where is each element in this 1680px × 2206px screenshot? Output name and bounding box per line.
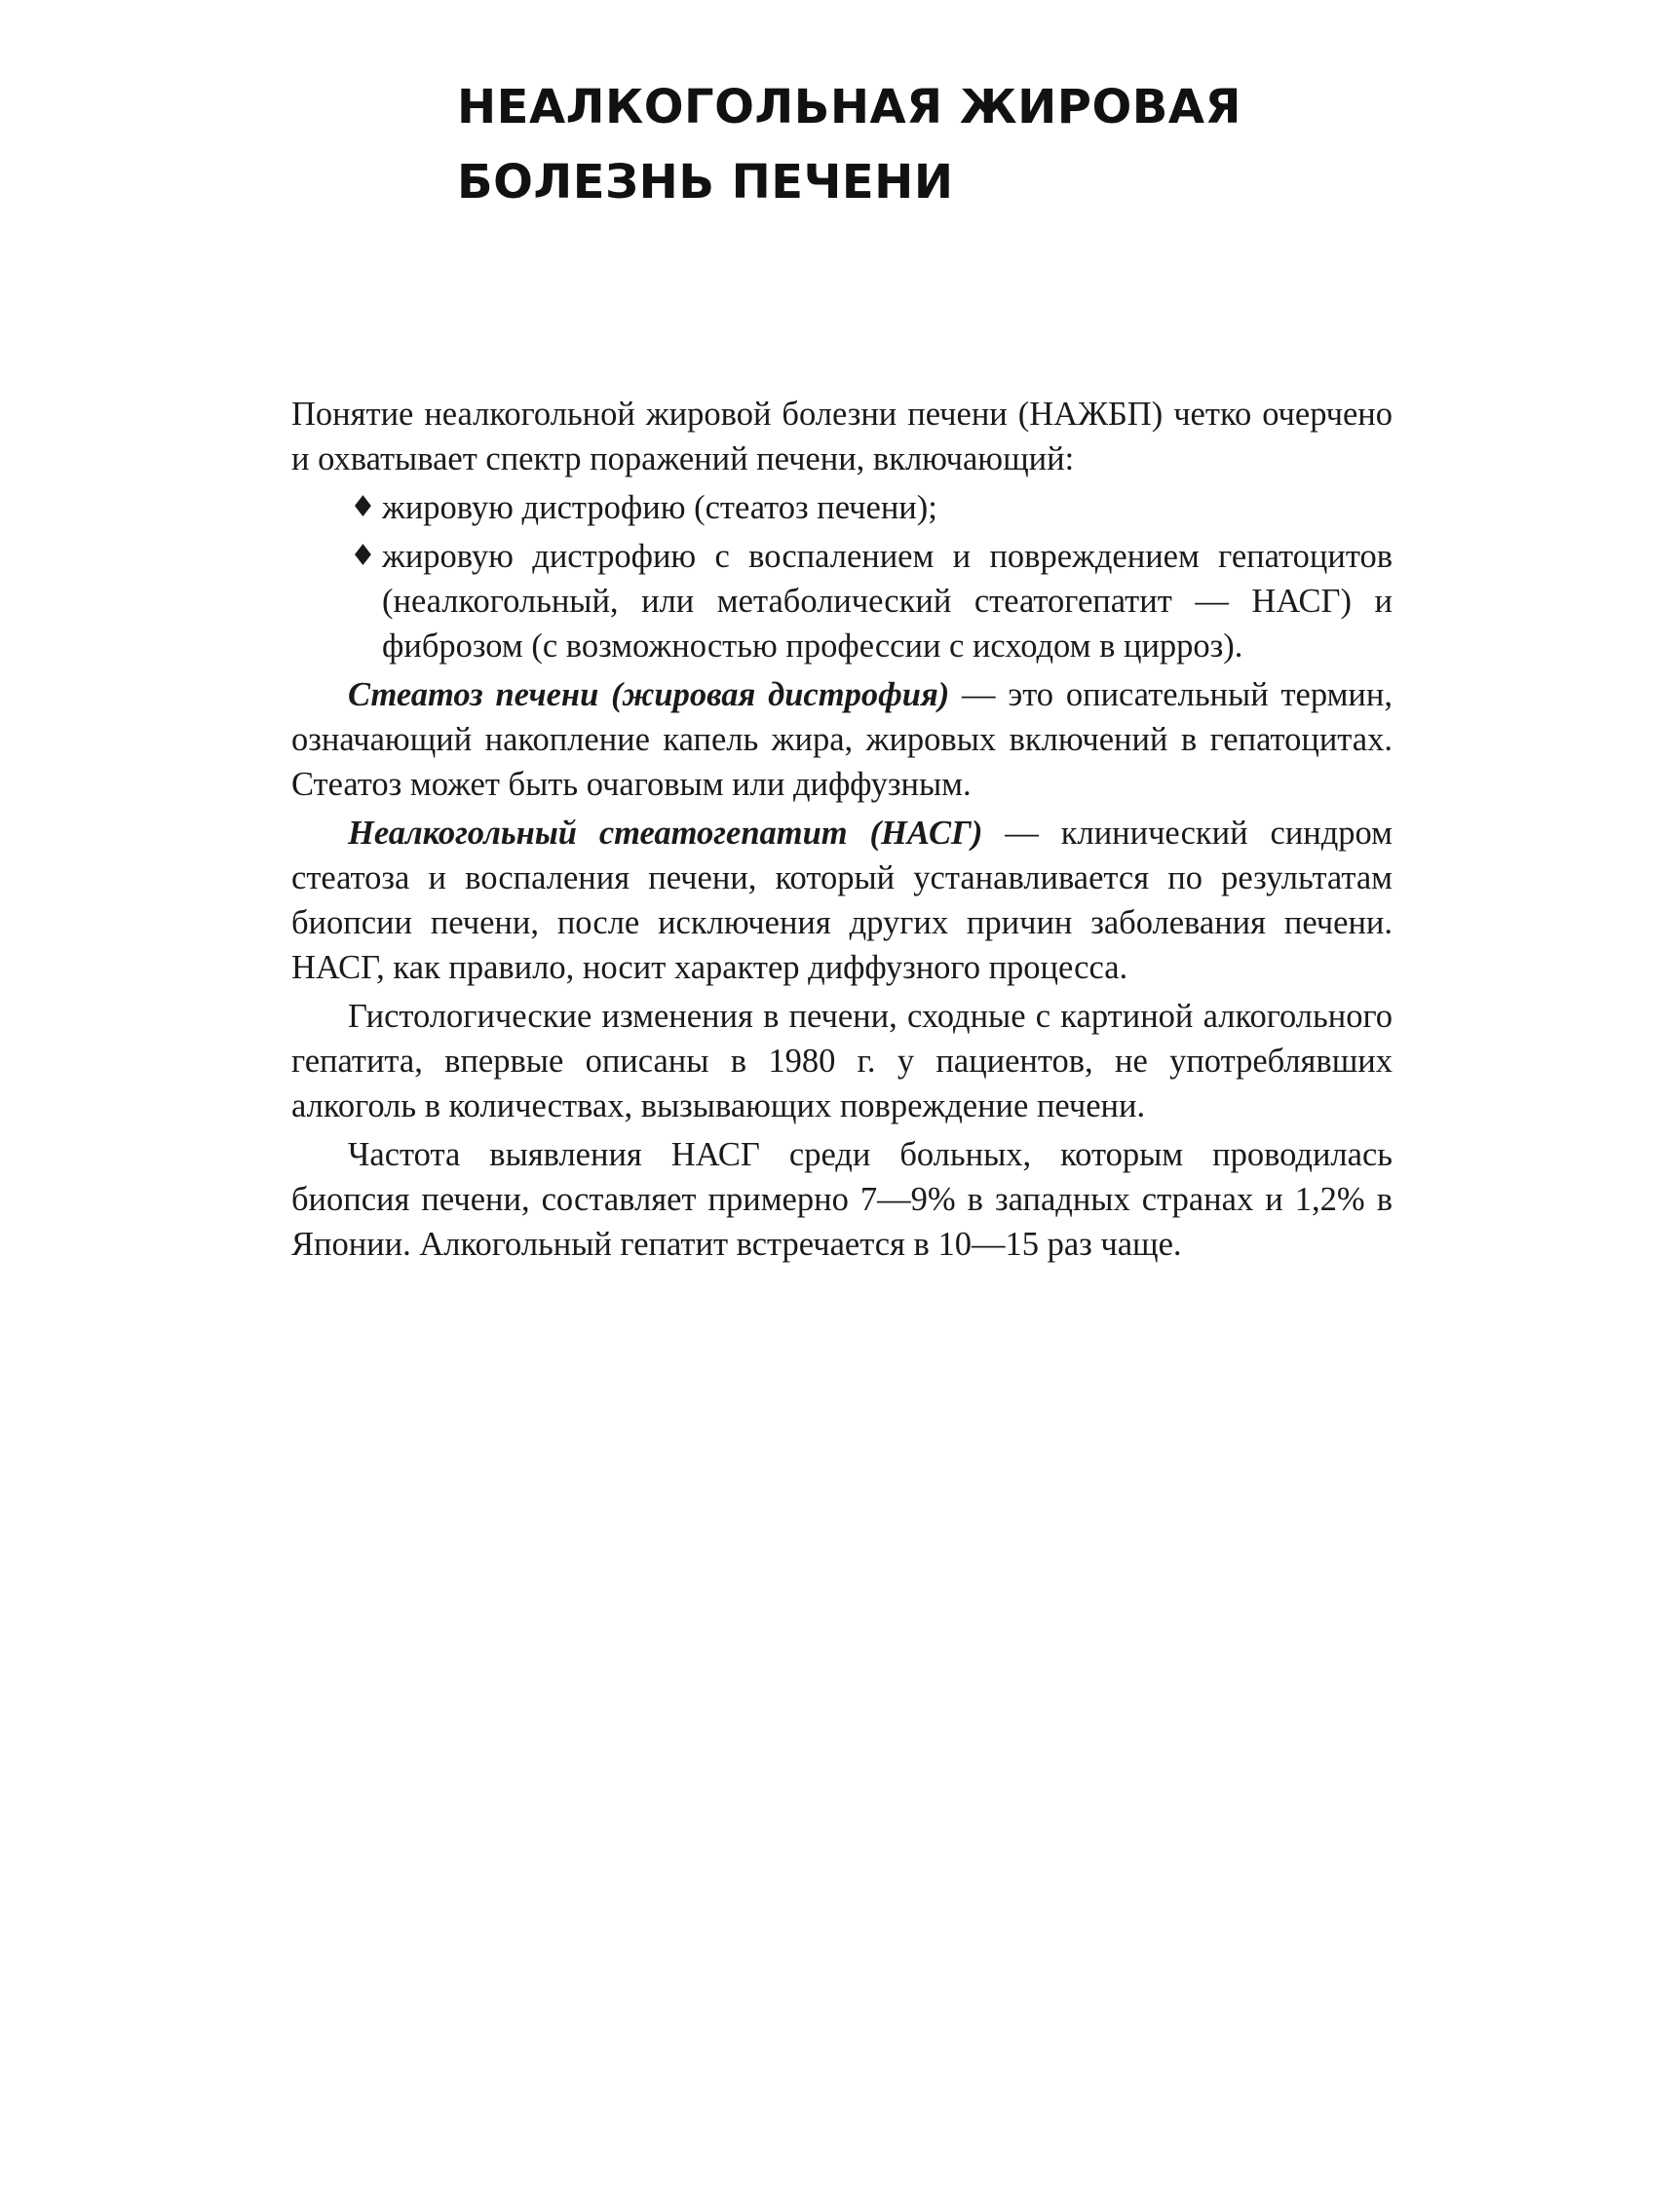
nash-term: Неалкогольный стеатогепатит (НАСГ) xyxy=(348,815,983,852)
intro-paragraph: Понятие неалкогольной жировой болезни печени (НАЖБП) четко очерчено и охватывает спектр поражений печени, включающий: xyxy=(291,396,1393,477)
list-item-text: жировую дистрофию (стеатоз печени); xyxy=(382,489,937,526)
chapter-title xyxy=(457,70,1432,220)
diamond-bullet-icon: ♦ xyxy=(350,490,376,524)
list-item-text: жировую дистрофию с воспалением и повреждением гепатоцитов (неалкогольный, или метаболический стеатогепатит — НАСГ) и фиброзом (с возможностью профессии с исходом в цирроз). xyxy=(382,538,1393,665)
lesion-list xyxy=(291,485,1393,668)
list-item xyxy=(291,485,1393,530)
list-item xyxy=(291,534,1393,668)
nash-paragraph xyxy=(291,811,1393,990)
chapter-title-line-1: НЕАЛКОГОЛЬНАЯ ЖИРОВАЯ xyxy=(457,80,1241,134)
steatosis-definition: — это описательный термин, означающий накопление капель жира, жировых включений в гепатоцитах. Стеатоз может быть очаговым или диффузным. xyxy=(291,676,1393,803)
steatosis-term: Стеатоз печени (жировая дистрофия) xyxy=(348,676,950,713)
body-text xyxy=(291,392,1393,1271)
chapter-title-line-2: БОЛЕЗНЬ ПЕЧЕНИ xyxy=(457,155,954,209)
frequency-paragraph: Частота выявления НАСГ среди больных, которым проводилась биопсия печени, составляет примерно 7—9% в западных странах и 1,2% в Японии. Алкогольный гепатит встречается в 10—15 раз чаще. xyxy=(291,1136,1393,1263)
histology-paragraph: Гистологические изменения в печени, сходные с картиной алкогольного гепатита, впервые описаны в 1980 г. у пациентов, не употреблявших алкоголь в количествах, вызывающих повреждение печени. xyxy=(291,998,1393,1124)
nash-definition: — клинический синдром стеатоза и воспаления печени, который устанавливается по результатам биопсии печени, после исключения других причин заболевания печени. НАСГ, как правило, носит характер диффузного процесса. xyxy=(291,815,1393,986)
steatosis-paragraph xyxy=(291,672,1393,807)
diamond-bullet-icon: ♦ xyxy=(350,539,376,573)
